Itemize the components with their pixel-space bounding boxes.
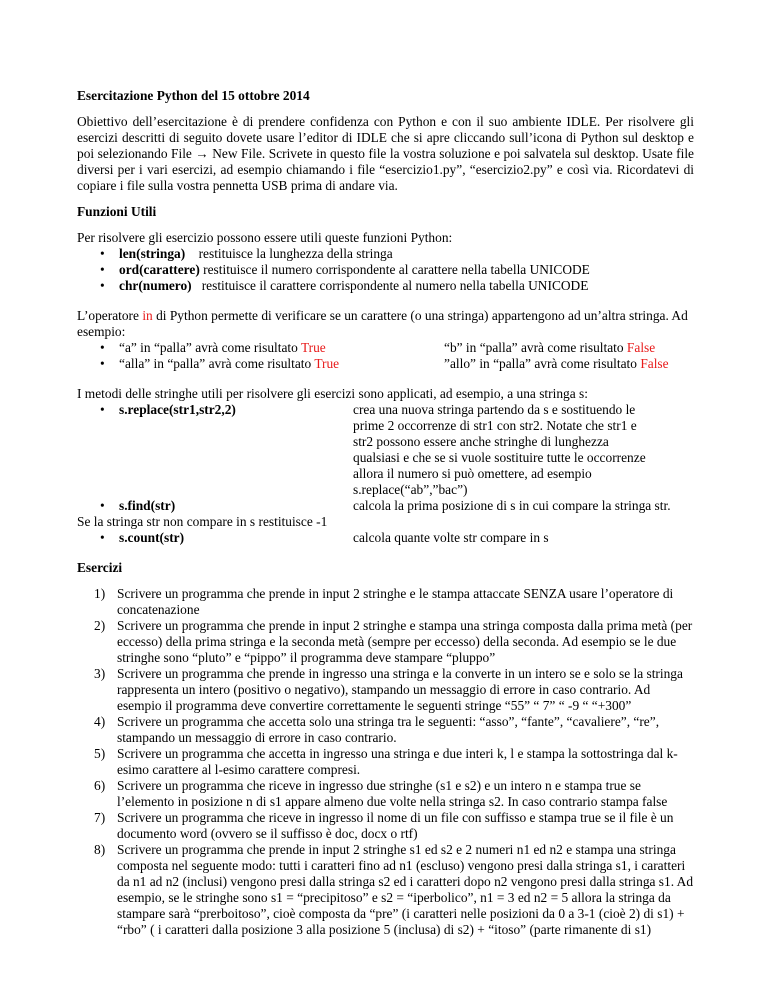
metodi-list xyxy=(77,402,694,514)
exercise-number: 4) xyxy=(94,714,106,729)
example-text: “a” in “palla” avrà come risultato xyxy=(119,340,301,355)
function-desc: restituisce il carattere corrispondente al numero nella tabella UNICODE xyxy=(201,278,589,293)
function-name: ord(carattere) xyxy=(119,262,200,277)
example-value: True xyxy=(300,340,326,355)
method-desc: calcola la prima posizione di s in cui compare la stringa str. xyxy=(353,498,671,513)
example-text: “alla” in “palla” avrà come risultato xyxy=(119,356,315,371)
funzioni-heading: Funzioni Utili xyxy=(77,204,157,219)
exercise-text: Scrivere un programma che accetta solo una stringa tra le seguenti: “asso”, “fante”, “cavaliere”, “re”, stampando un messaggio di errore in caso contrario. xyxy=(117,714,660,745)
in-keyword: in xyxy=(142,308,153,323)
exercise-number: 6) xyxy=(94,778,106,793)
esercizi-heading: Esercizi xyxy=(77,560,123,575)
operatore-examples xyxy=(77,340,694,372)
list-item xyxy=(77,586,694,618)
example-left xyxy=(119,356,444,372)
method-name: • s.find(str) xyxy=(119,498,176,513)
list-item xyxy=(77,530,694,546)
example-left xyxy=(119,340,444,356)
operatore-pre: L’operatore xyxy=(77,308,143,323)
operatore-post: di Python permette di verificare se un carattere (o una stringa) appartengono ad un’altra stringa. Ad esempio: xyxy=(77,308,688,339)
list-item xyxy=(77,778,694,810)
example-right xyxy=(444,340,655,356)
esercizi-list xyxy=(77,586,694,938)
find-note: Se la stringa str non compare in s restituisce -1 xyxy=(77,514,328,529)
operatore-paragraph xyxy=(77,308,694,340)
document-title: Esercitazione Python del 15 ottobre 2014 xyxy=(77,88,310,103)
example-text: “b” in “palla” avrà come risultato xyxy=(444,340,627,355)
list-item xyxy=(77,714,694,746)
list-item xyxy=(77,402,694,498)
example-value: True xyxy=(314,356,340,371)
function-name: chr(numero) xyxy=(119,278,192,293)
list-item xyxy=(77,810,694,842)
exercise-text: Scrivere un programma che prende in ingresso una stringa e la converte in un intero se e solo se la stringa rappresenta un intero (positivo o negativo), stampando un messaggio di errore in caso contrario. Ad esempio il programma deve convertire correttamente le seguenti stringe “55” “ 7” “ -9 “ “+300” xyxy=(117,666,683,713)
method-desc: crea una nuova stringa partendo da s e sostituendo le prime 2 occorrenze di str1 con str2. Notate che str1 e str2 possono essere anche stringhe di lunghezza qualsiasi e che se si vuole sostituire tutte le occorrenze allora il numero si può omettere, ad esempio s.replace(“ab”,”bac”) xyxy=(353,402,646,497)
example-right xyxy=(444,356,669,372)
list-item xyxy=(77,356,694,372)
exercise-text: Scrivere un programma che prende in input 2 stringhe e le stampa attaccate SENZA usare l’operatore di concatenazione xyxy=(117,586,674,617)
method-desc: calcola quante volte str compare in s xyxy=(353,530,549,545)
method-name: • s.replace(str1,str2,2) xyxy=(119,402,236,417)
funzioni-list xyxy=(77,246,694,294)
list-item xyxy=(77,666,694,714)
list-item xyxy=(77,246,694,262)
exercise-number: 1) xyxy=(94,586,106,601)
exercise-number: 8) xyxy=(94,842,106,857)
exercise-text: Scrivere un programma che riceve in ingresso il nome di un file con suffisso e stampa true se il file è un documento word (ovvero se il suffisso è doc, docx o rtf) xyxy=(117,810,674,841)
list-item xyxy=(77,340,694,356)
function-desc: restituisce la lunghezza della stringa xyxy=(198,246,393,261)
exercise-number: 2) xyxy=(94,618,106,633)
exercise-text: Scrivere un programma che accetta in ingresso una stringa e due interi k, l e stampa la sottostringa dal k-esimo carattere al l-esimo carattere compresi. xyxy=(117,746,678,777)
funzioni-lead: Per risolvere gli esercizio possono essere utili queste funzioni Python: xyxy=(77,230,453,245)
example-text: ”allo” in “palla” avrà come risultato xyxy=(444,356,641,371)
list-item xyxy=(77,278,694,294)
list-item xyxy=(77,262,694,278)
metodi-list-2 xyxy=(77,530,694,546)
list-item xyxy=(77,498,694,514)
exercise-number: 5) xyxy=(94,746,106,761)
function-desc: restituisce il numero corrispondente al carattere nella tabella UNICODE xyxy=(203,262,590,277)
exercise-text: Scrivere un programma che prende in input 2 stringhe s1 ed s2 e 2 numeri n1 ed n2 e stampa una stringa composta nel seguente modo: tutti i caratteri fino ad n1 (escluso) vengono presi dalla stringa s1, i caratteri da n1 ad n2 (inclusi) vengono presi dalla stringa s2 ed i caratteri dopo n2 vengono presi dalla stringa s1. Ad esempio, se le stringhe sono s1 = “precipitoso” e s2 = “iperbolico”, n1 = 3 ed n2 = 5 allora la stringa da stampare sarà “prerboitoso”, cioè composta da “pre” (i caratteri nelle posizioni da 0 a 3-1 (cioè 2) di s1) + “rbo” ( i caratteri dalla posizione 3 alla posizione 5 (inclusa) di s2) + “itoso” (parte rimanente di s1) xyxy=(117,842,694,937)
list-item xyxy=(77,618,694,666)
intro-paragraph: Obiettivo dell’esercitazione è di prendere confidenza con Python e con il suo ambiente IDLE. Per risolvere gli esercizi descritti di seguito dovete usare l’editor di IDLE che si apre cliccando sull’icona di Python sul desktop e poi selezionando File → New File. Scrivete in questo file la vostra soluzione e poi salvatela sul desktop. Usate file diversi per i vari esercizi, ad esempio chiamando i file “esercizio1.py”, “esercizio2.py” e così via. Ricordatevi di copiare i file sulla vostra pennetta USB prima di andare via. xyxy=(77,114,694,193)
example-value: False xyxy=(640,356,669,371)
list-item xyxy=(77,746,694,778)
example-value: False xyxy=(626,340,656,355)
method-name: • s.count(str) xyxy=(119,530,185,545)
metodi-lead: I metodi delle stringhe utili per risolvere gli esercizi sono applicati, ad esempio, a una stringa s: xyxy=(77,386,588,401)
exercise-text: Scrivere un programma che riceve in ingresso due stringhe (s1 e s2) e un intero n e stampa true se l’elemento in posizione n di s1 appare almeno due volte nella stringa s2. In caso contrario stampa false xyxy=(117,778,668,809)
function-name: len(stringa) xyxy=(119,246,186,261)
exercise-text: Scrivere un programma che prende in input 2 stringhe e stampa una stringa composta dalla prima metà (per eccesso) della prima stringa e la seconda metà (sempre per eccesso) della seconda. Ad esempio se le due stringhe sono “pluto” e “pippo” il programma deve stampare “pluppo” xyxy=(117,618,693,665)
list-item xyxy=(77,842,694,938)
exercise-number: 7) xyxy=(94,810,106,825)
exercise-number: 3) xyxy=(94,666,106,681)
